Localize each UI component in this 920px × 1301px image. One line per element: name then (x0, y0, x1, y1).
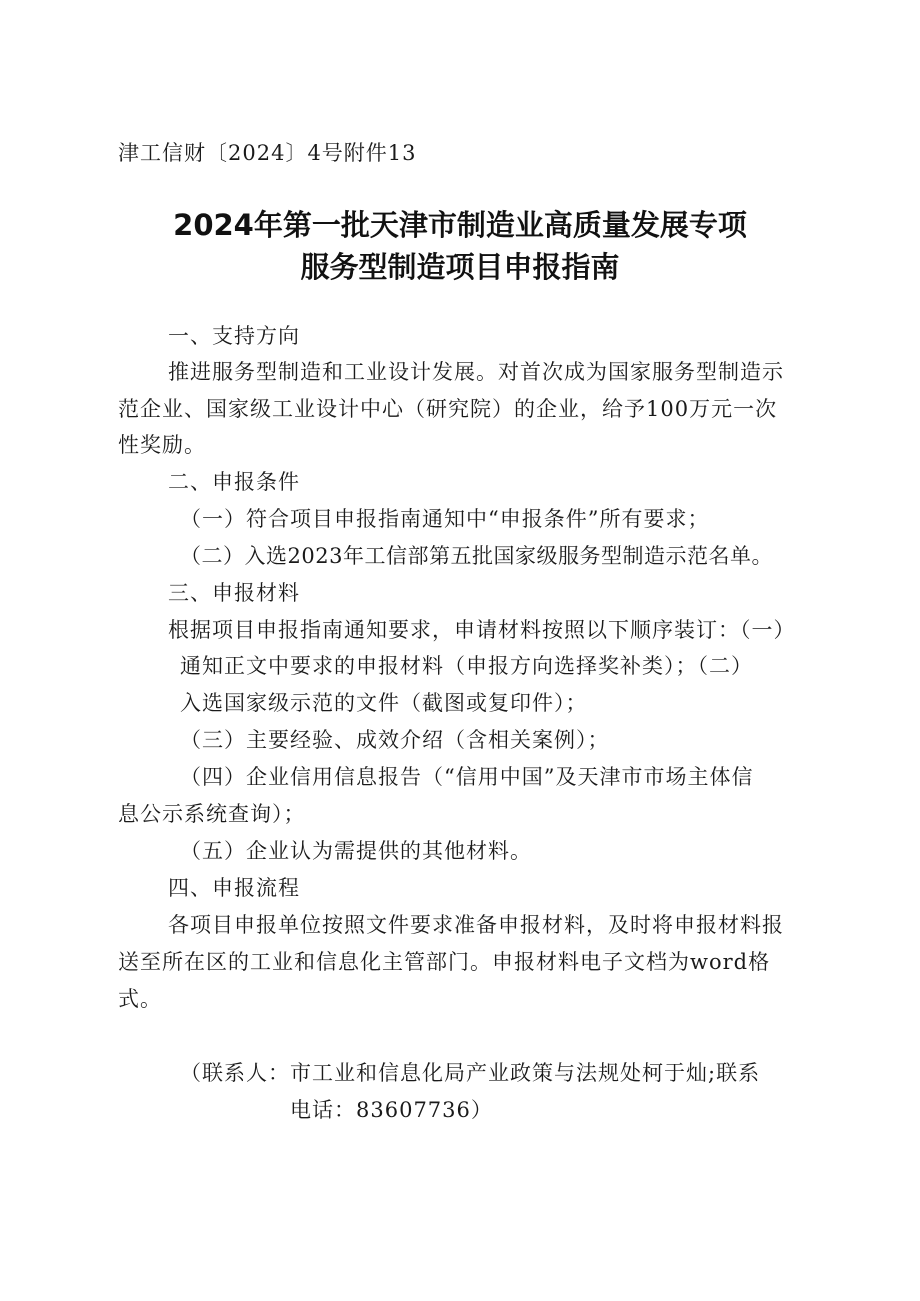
section2-item1: （一）符合项目申报指南通知中“申报条件”所有要求； (180, 507, 710, 531)
section3-item4-line2: 息公示系统查询）； (118, 802, 306, 826)
section3-intro: 根据项目申报指南通知要求，申请材料按照以下顺序装订：（一） (168, 618, 796, 642)
section2-heading: 二、申报条件 (168, 470, 300, 494)
section4-para-line3: 式。 (118, 987, 162, 1011)
section1-para-line2: 范企业、国家级工业设计中心（研究院）的企业，给予100万元一次 (118, 397, 778, 421)
section2-item2: （二）入选2023年工信部第五批国家级服务型制造示范名单。 (180, 544, 773, 568)
page-title-line2: 服务型制造项目申报指南 (300, 250, 620, 284)
section1-para-line3: 性奖励。 (118, 433, 206, 457)
section3-item4-line1: （四）企业信用信息报告（“信用中国”及天津市市场主体信 (180, 765, 754, 789)
section3-item5: （五）企业认为需提供的其他材料。 (180, 839, 532, 863)
section3-line3: 入选国家级示范的文件（截图或复印件）； (180, 691, 588, 715)
contact-line2: 电话：83607736） (290, 1098, 493, 1122)
section4-para-line1: 各项目申报单位按照文件要求准备申报材料，及时将申报材料报 (168, 913, 784, 937)
section3-heading: 三、申报材料 (168, 581, 300, 605)
document-reference: 津工信财〔2024〕4号附件13 (118, 141, 417, 165)
page-title-line1: 2024年第一批天津市制造业高质量发展专项 (173, 208, 747, 242)
section1-heading: 一、支持方向 (168, 324, 300, 348)
section4-heading: 四、申报流程 (168, 876, 300, 900)
section4-para-line2: 送至所在区的工业和信息化主管部门。申报材料电子文档为word格 (118, 950, 771, 974)
contact-line1: （联系人：市工业和信息化局产业政策与法规处柯于灿;联系 (180, 1061, 761, 1085)
section3-line2: 通知正文中要求的申报材料（申报方向选择奖补类）；（二） (180, 654, 753, 678)
section3-item3: （三）主要经验、成效介绍（含相关案例）； (180, 728, 610, 752)
section1-para-line1: 推进服务型制造和工业设计发展。对首次成为国家服务型制造示 (168, 360, 784, 384)
